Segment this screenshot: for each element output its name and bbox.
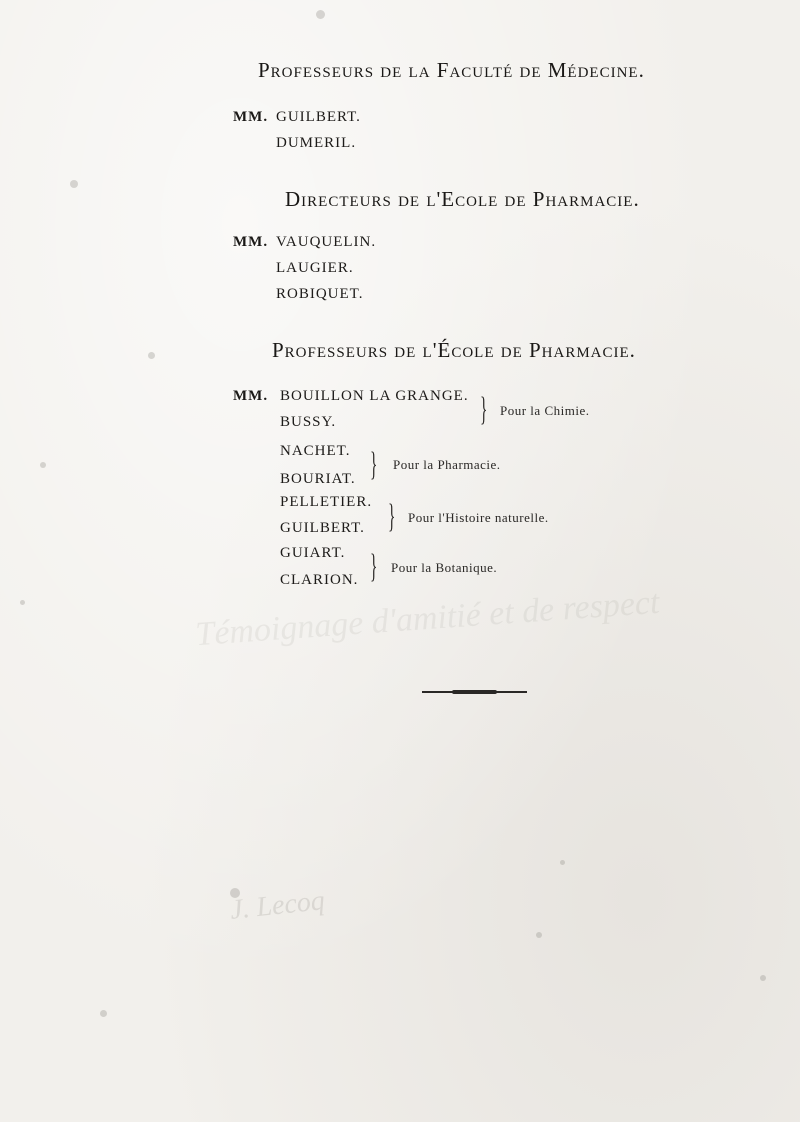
name-bouriat: BOURIAT. <box>280 471 356 487</box>
name-pelletier: PELLETIER. <box>280 494 373 510</box>
paper-speck <box>70 180 78 188</box>
name-bussy: BUSSY. <box>280 414 337 430</box>
paper-speck <box>148 352 155 359</box>
name-guiart: GUIART. <box>280 545 346 561</box>
subject-chimie: Pour la Chimie. <box>500 403 590 418</box>
section-heading-professeurs-pharmacie: Professeurs de l'École de Pharmacie. <box>272 338 636 362</box>
name-guilbert: GUILBERT. <box>276 109 361 125</box>
section-heading-directeurs-pharmacie: Directeurs de l'Ecole de Pharmacie. <box>285 187 640 211</box>
paper-speck <box>760 975 766 981</box>
paper-speck <box>40 462 46 468</box>
name-guilbert-2: GUILBERT. <box>280 520 365 536</box>
decorative-rule <box>422 691 527 693</box>
name-clarion: CLARION. <box>280 572 359 588</box>
paper-speck <box>20 600 25 605</box>
brace-botanique: } <box>370 548 378 585</box>
name-dumeril: DUMERIL. <box>276 135 357 151</box>
mm-prefix: MM. <box>233 109 269 125</box>
brace-chimie: } <box>480 391 488 428</box>
name-robiquet: ROBIQUET. <box>276 286 364 302</box>
mm-prefix: MM. <box>233 234 269 250</box>
reverse-side-bleed-through: Témoignage d'amitié et de respect <box>194 583 661 654</box>
paper-speck <box>560 860 565 865</box>
section-heading-faculte-medecine: Professeurs de la Faculté de Médecine. <box>258 58 645 82</box>
reverse-signature-bleed: J. Lecoq <box>228 885 327 926</box>
name-bouillon-la-grange: BOUILLON LA GRANGE. <box>280 388 469 404</box>
name-laugier: LAUGIER. <box>276 260 354 276</box>
paper-speck <box>536 932 542 938</box>
paper-speck <box>316 10 325 19</box>
subject-histoire-naturelle: Pour l'Histoire naturelle. <box>408 510 549 525</box>
subject-pharmacie: Pour la Pharmacie. <box>393 457 501 472</box>
paper-speck <box>100 1010 107 1017</box>
brace-histoire-naturelle: } <box>388 498 396 535</box>
name-nachet: NACHET. <box>280 443 351 459</box>
subject-botanique: Pour la Botanique. <box>391 560 498 575</box>
brace-pharmacie: } <box>370 446 378 483</box>
name-vauquelin: VAUQUELIN. <box>276 234 377 250</box>
mm-prefix: MM. <box>233 388 269 404</box>
